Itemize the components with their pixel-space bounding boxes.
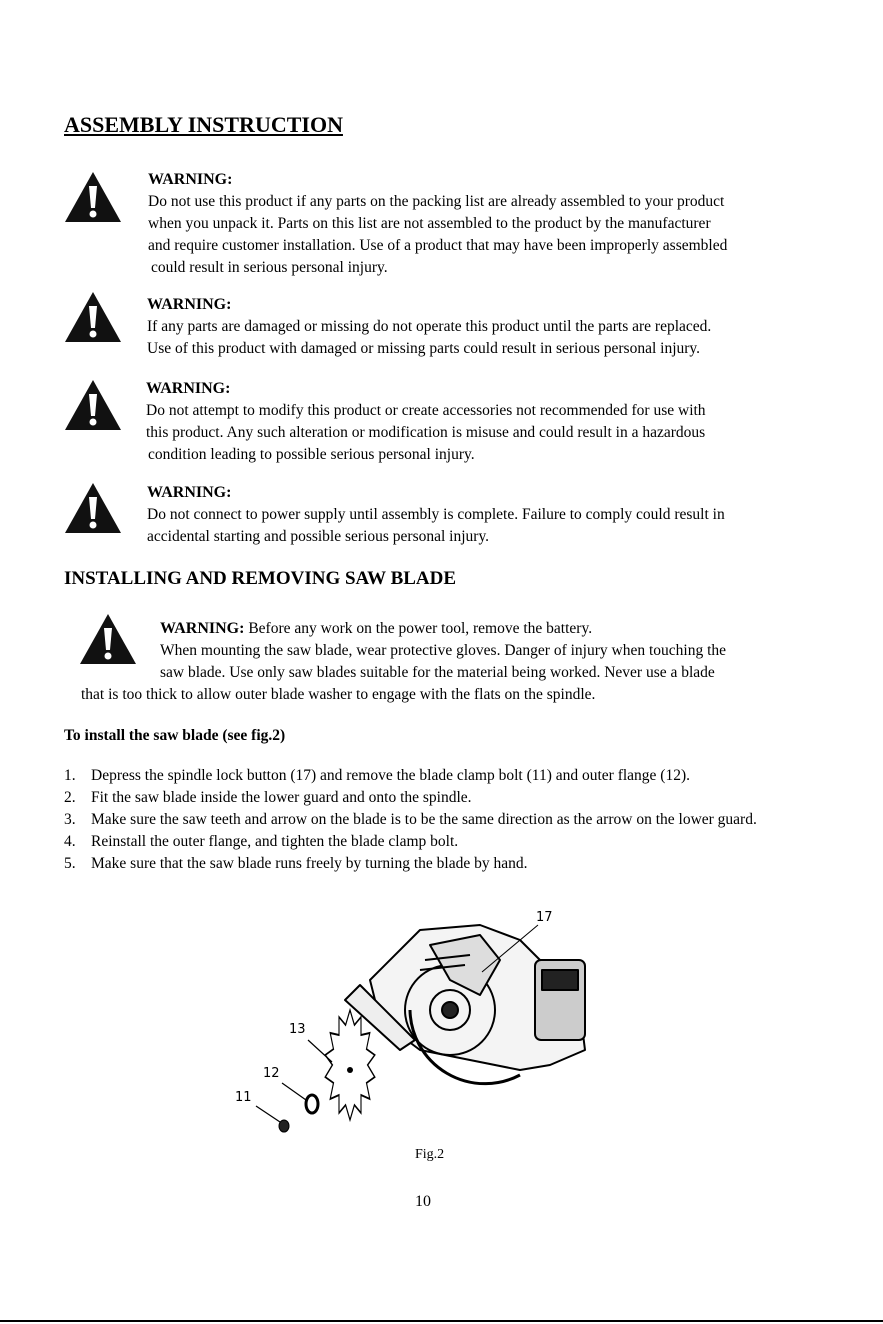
page-number: 10 bbox=[415, 1193, 431, 1210]
warning-icon bbox=[63, 481, 123, 535]
warning-icon bbox=[63, 378, 123, 432]
warning-text-line: condition leading to possible serious personal injury. bbox=[148, 446, 475, 463]
warning-text-line: Do not attempt to modify this product or create accessories not recommended for use with bbox=[146, 402, 706, 419]
saw-blade-illustration bbox=[220, 900, 620, 1145]
warning-text-line: If any parts are damaged or missing do not operate this product until the parts are replaced. bbox=[147, 318, 712, 335]
warning-title: WARNING: bbox=[146, 380, 231, 397]
bottom-rule bbox=[0, 1320, 883, 1322]
warning-text: Before any work on the power tool, remove the battery. bbox=[248, 620, 593, 637]
warning-text-line: Use of this product with damaged or missing parts could result in serious personal injury. bbox=[147, 340, 701, 357]
list-item bbox=[64, 809, 804, 831]
list-item bbox=[64, 765, 804, 787]
warning-text-line: this product. Any such alteration or modification is misuse and could result in a hazardous bbox=[146, 424, 706, 441]
warning-text-line: Do not use this product if any parts on the packing list are already assembled to your product bbox=[148, 193, 725, 210]
warning-text-line: when you unpack it. Parts on this list are not assembled to the product by the manufacturer bbox=[148, 215, 711, 232]
list-item bbox=[64, 787, 804, 809]
blade-warning-first-line bbox=[160, 618, 592, 640]
callout-11: 11 bbox=[235, 1090, 252, 1105]
warning-text-line: accidental starting and possible serious personal injury. bbox=[147, 528, 490, 545]
install-steps-list bbox=[64, 765, 804, 875]
callout-17: 17 bbox=[536, 910, 553, 925]
warning-block-1 bbox=[148, 169, 798, 279]
step-text: Make sure that the saw blade runs freely by turning the blade by hand. bbox=[91, 855, 528, 872]
page-heading: ASSEMBLY INSTRUCTION bbox=[64, 112, 343, 137]
warning-icon bbox=[63, 290, 123, 344]
warning-text-line: When mounting the saw blade, wear protective gloves. Danger of injury when touching the bbox=[160, 642, 727, 659]
warning-text-line: Do not connect to power supply until assembly is complete. Failure to comply could result in bbox=[147, 506, 725, 523]
warning-title: WARNING: bbox=[147, 484, 232, 501]
step-number: 2. bbox=[64, 789, 76, 806]
warning-title: WARNING: bbox=[147, 296, 232, 313]
warning-title: WARNING: bbox=[160, 620, 245, 637]
warning-icon bbox=[78, 612, 138, 666]
step-text: Make sure the saw teeth and arrow on the blade is to be the same direction as the arrow on the lower guard. bbox=[91, 811, 757, 828]
step-number: 4. bbox=[64, 833, 76, 850]
step-number: 3. bbox=[64, 811, 76, 828]
warning-block-3 bbox=[146, 378, 796, 466]
step-text: Reinstall the outer flange, and tighten the blade clamp bolt. bbox=[91, 833, 459, 850]
warning-block-4 bbox=[147, 482, 797, 548]
callout-13: 13 bbox=[289, 1022, 306, 1037]
warning-text-line: could result in serious personal injury. bbox=[151, 259, 388, 276]
warning-text-line: and require customer installation. Use of a product that may have been improperly assembled bbox=[148, 237, 728, 254]
warning-text-line: saw blade. Use only saw blades suitable for the material being worked. Never use a blade bbox=[160, 664, 715, 681]
warning-title: WARNING: bbox=[148, 171, 233, 188]
install-subheading: To install the saw blade (see fig.2) bbox=[64, 727, 286, 744]
warning-block-2 bbox=[147, 294, 797, 360]
warning-text-line: that is too thick to allow outer blade washer to engage with the flats on the spindle. bbox=[81, 686, 596, 703]
warning-icon bbox=[63, 170, 123, 224]
step-number: 5. bbox=[64, 855, 76, 872]
step-number: 1. bbox=[64, 767, 76, 784]
step-text: Fit the saw blade inside the lower guard and onto the spindle. bbox=[91, 789, 472, 806]
list-item bbox=[64, 853, 804, 875]
step-text: Depress the spindle lock button (17) and remove the blade clamp bolt (11) and outer flange (12). bbox=[91, 767, 691, 784]
callout-12: 12 bbox=[263, 1066, 280, 1081]
section-heading: INSTALLING AND REMOVING SAW BLADE bbox=[64, 568, 457, 589]
figure-caption: Fig.2 bbox=[415, 1147, 445, 1162]
list-item bbox=[64, 831, 804, 853]
